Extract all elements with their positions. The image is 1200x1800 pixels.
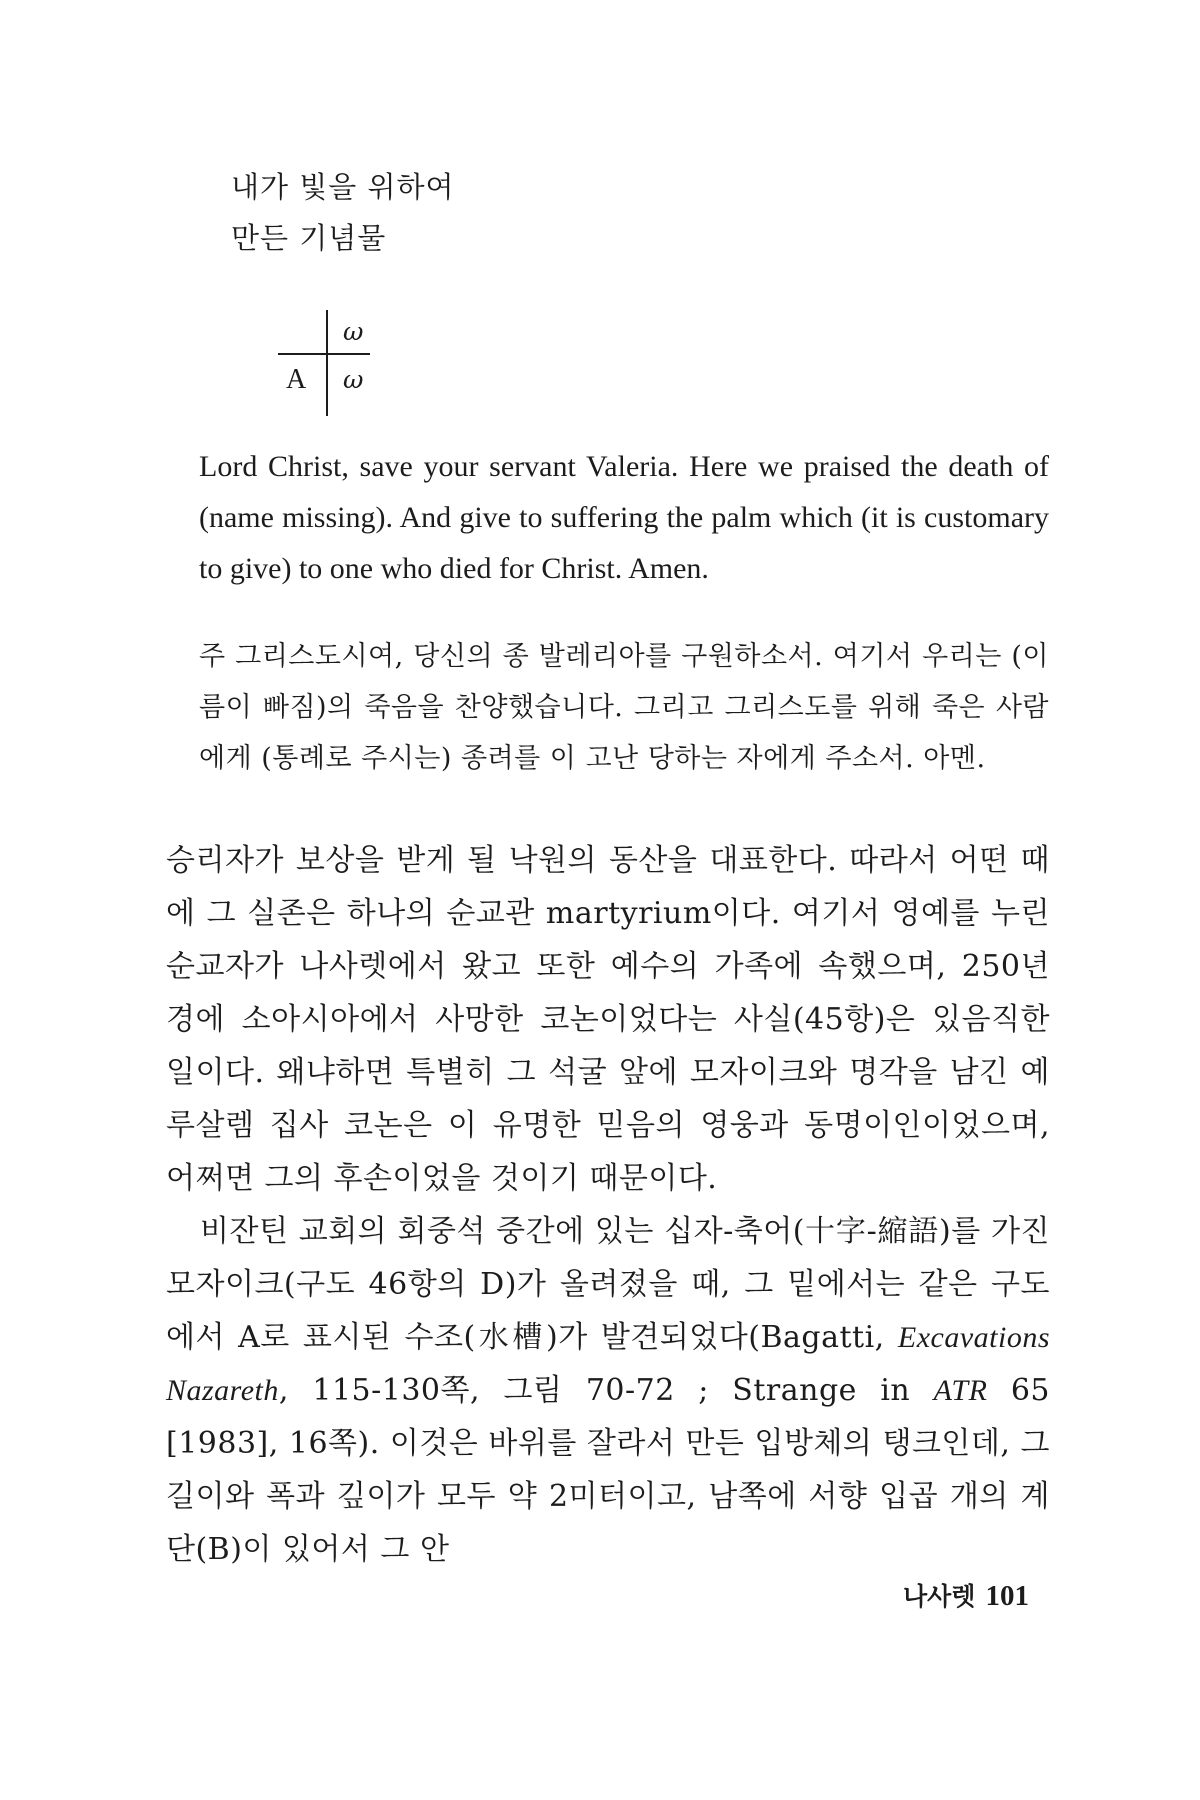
cross-omega-bottom: ω	[343, 365, 364, 394]
cross-alpha: A	[286, 364, 307, 395]
inscription-title-line2: 만든 기념물	[231, 221, 387, 255]
cross-vertical-line	[326, 310, 328, 416]
inscription-title-line1: 내가 빛을 위하여	[231, 170, 455, 204]
body-paragraph-2-part-a: 비잔틴 교회의 회중석 중간에 있는 십자-축어(十字-縮語)를 가진 모자이크(구도 46항의 D)가 올려졌을 때, 그 밑에서는 같은 구도에서 A로 표시된 수조(水槽)가 발견되었다(Bagatti,	[166, 1214, 1050, 1355]
body-text	[166, 834, 1050, 1576]
page-number: 101	[985, 1580, 1029, 1612]
cross-horizontal-line	[278, 353, 370, 355]
inscription-title	[231, 162, 455, 264]
body-paragraph-2-part-c: 65 [1983], 16쪽). 이것은 바위를 잘라서 만든 입방체의 탱크인데, 그 길이와 폭과 깊이가 모두 약 2미터이고, 남쪽에 서향 입곱 개의 계단(B)이 있어서 그 안	[166, 1373, 1051, 1567]
body-paragraph-1: 승리자가 보상을 받게 될 낙원의 동산을 대표한다. 따라서 어떤 때에 그 실존은 하나의 순교관 martyrium이다. 여기서 영예를 누린 순교자가 나사렛에서 왔고 또한 예수의 가족에 속했으며, 250년 경에 소아시아에서 사망한 코논이었다는 사실(45항)은 있음직한 일이다. 왜냐하면 특별히 그 석굴 앞에 모자이크와 명각을 남긴 예루살렘 집사 코논은 이 유명한 믿음의 영웅과 동명이인이었으며, 어쩌면 그의 후손이었을 것이기 때문이다.	[166, 843, 1050, 1196]
cross-omega-top: ω	[343, 317, 364, 346]
citation-journal-atr: ATR	[933, 1374, 988, 1407]
alpha-omega-cross-figure	[278, 310, 386, 416]
body-paragraph-2	[166, 1205, 1050, 1576]
page-footer	[903, 1577, 1029, 1613]
inscription-english-translation: Lord Christ, save your servant Valeria. Here we praised the death of (name missing). And give to suffering the palm which (it is customary to give) to one who died for Christ. Amen.	[199, 450, 1049, 585]
inscription-korean-translation: 주 그리스도시여, 당신의 종 발레리아를 구원하소서. 여기서 우리는 (이름이 빠짐)의 죽음을 찬양했습니다. 그리고 그리스도를 위해 죽은 사람에게 (통례로 주시는) 종려를 이 고난 당하는 자에게 주소서. 아멘.	[199, 641, 1049, 774]
body-paragraph-2-part-b: , 115-130쪽, 그림 70-72 ; Strange in	[278, 1373, 934, 1408]
running-head: 나사렛	[903, 1582, 976, 1611]
citation-title-excavations-nazareth: Excavations Nazareth	[166, 1321, 1050, 1407]
